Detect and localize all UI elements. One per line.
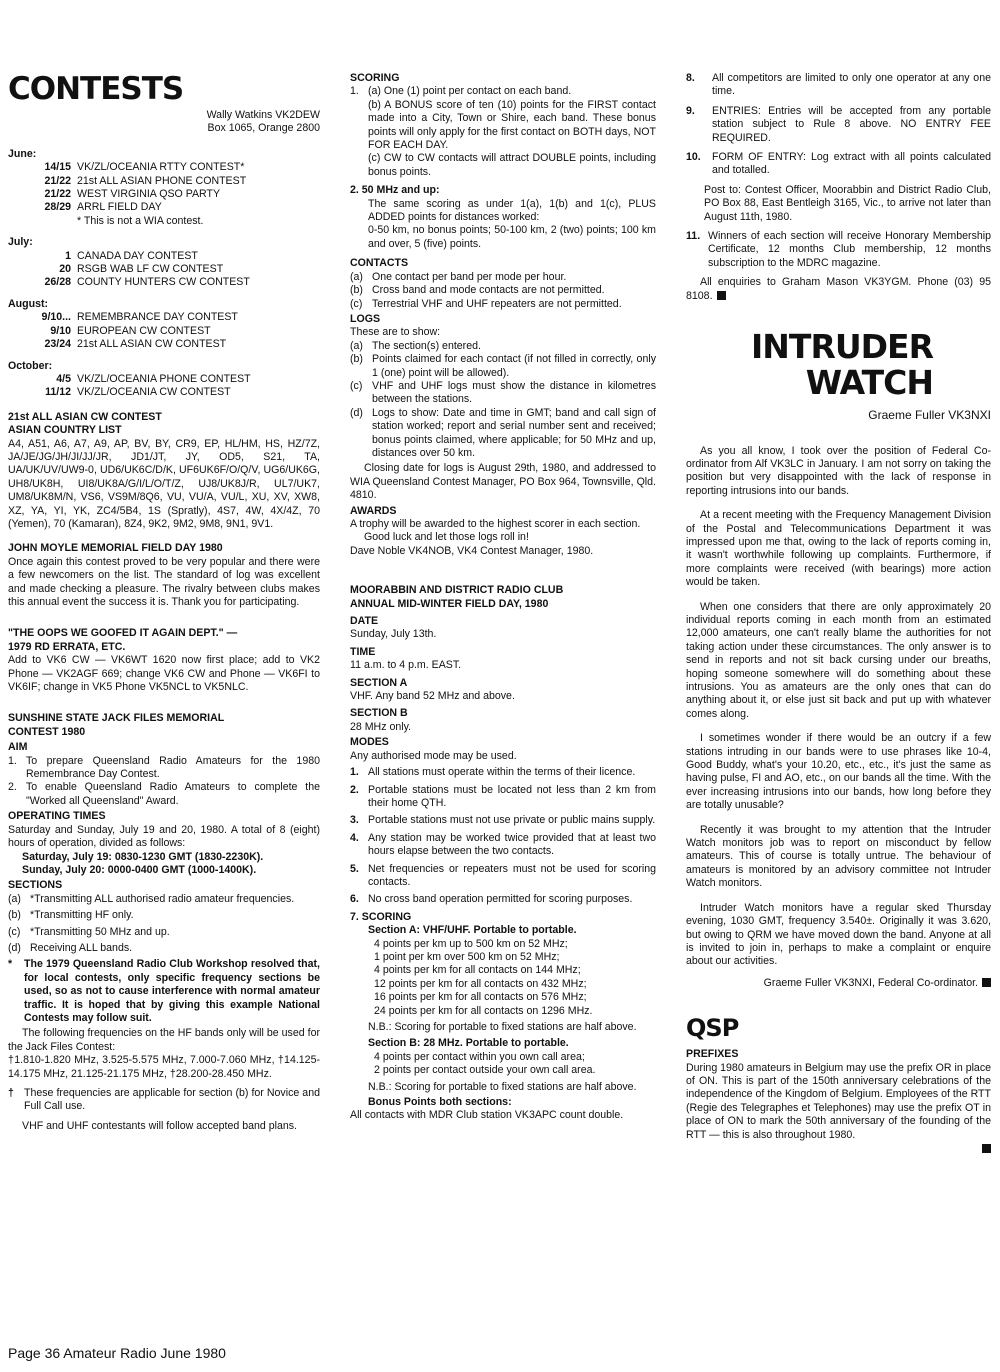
schedule-row [8,263,320,276]
log-text: Logs to show: Date and time in GMT; band and call sign of station worked; report and serial number sent and received; bonus points claimed, where applicable; for 50 MHz and up, distances over 50 km. [372,406,656,459]
enquiries-text: All enquiries to Graham Mason VK3YGM. Phone (03) 95 8108. [686,276,991,302]
mhz50-text: The same scoring as under 1(a), 1(b) and 1(c), PLUS ADDED points for distances worked: [368,197,656,224]
rule-text: All stations must operate within the terms of their licence. [368,766,636,779]
section-b-score-line: 4 points per contact within you own call area; [374,1050,585,1063]
rule-text: No cross band operation permitted for scoring purposes. [368,893,633,906]
post-to: Post to: Contest Officer, Moorabbin and District Radio Club, PO Box 88, East Bentleigh 3165, Vic., to arrive not later than August 11th, 1980. [704,183,991,223]
rule-number: 9. [686,104,695,117]
section-b-heading: SECTION B [350,707,408,720]
contact-item [350,298,656,311]
schedule-event: VK/ZL/OCEANIA PHONE CONTEST [77,372,251,385]
contact-text: Terrestrial VHF and UHF repeaters are not permitted. [372,297,622,310]
intruder-paragraph: Intruder Watch monitors have a regular sked Thursday evening, 1030 GMT, frequency 3.540±. Originally it was 3.620, but owing to QRM we have moved down the band. Anyone at all is invited to join in, perhaps to make a complaint or enquire about our activities. [686,901,991,968]
contacts-list [350,271,656,311]
schedule-row [8,338,320,351]
rule-item [350,814,656,827]
schedule-date: 21/22 [44,188,71,201]
freq-note-text: These frequencies are applicable for section (b) for Novice and Full Call use. [24,1087,320,1113]
scoring-signoff: Dave Noble VK4NOB, VK4 Contest Manager, 1980. [350,544,594,557]
rule-item [686,72,991,99]
contact-text: Cross band and mode contacts are not permitted. [372,284,605,297]
section-number: (b) [8,909,21,922]
vhf-note: VHF and UHF contestants will follow accepted band plans. [22,1119,297,1132]
scoring-text: (c) CW to CW contacts will attract DOUBLE points, including bonus points. [368,152,656,178]
aim-number: 1. [8,754,17,767]
contact-number: (c) [350,297,363,310]
rule-item [686,151,991,178]
intruder-body [686,445,991,969]
mhz50-text2: 0-50 km, no bonus points; 50-100 km, 2 (two) points; 100 km and over, 5 (five) points. [368,224,656,250]
schedule-event: * This is not a WIA contest. [77,214,204,227]
rules-list [350,766,656,907]
sections-list [8,893,320,956]
asian-country-list: A4, A51, A6, A7, A9, AP, BV, BY, CR9, EP, HL/HM, HS, HZ/7Z, JA/JE/JG/JH/JI/JJ/JR, JD1/JT, JY, OD5, S21, TA, UA/UK/UV/UW9-0, UD6/UK6C/D/K, UF6UK6F/O/Q/V, UG6/UK6G, UH8/UK8H, UI8/UK8A/G/I/L/O/T/Z, UJ8/UK8J/R, UL7/UK7, UM8/UK8M/N, VS6, VS9M/8Q6, VU, VU/A, VU/L, XU, XV, XW8, XZ, YA, YI, YK, ZC4/5B4, 1S (Spratly), 4S7, 4W, 4X/4Z, 70 (Yemen), 70 (Kamaran), 8Z4, 9K2, 9M2, 9M8, 9N1, 9V1. [8,437,320,530]
schedule-date: 11/12 [45,386,71,399]
contest-schedule [8,148,320,400]
intruder-byline: Graeme Fuller VK3NXI [868,408,991,423]
section-a-scores [368,938,656,1018]
modes-text: Any authorised mode may be used. [350,749,517,762]
contact-number: (a) [350,270,363,283]
section-item [8,926,320,939]
intruder-signoff-text: Graeme Fuller VK3NXI, Federal Co-ordinator. [763,976,978,989]
section-b-score-heading: Section B: 28 MHz. Portable to portable. [368,1037,569,1050]
log-item [350,380,656,407]
qsp-text: During 1980 amateurs in Belgium may use the prefix OR in place of ON. This is part of the 150th anniversary celebrations of the independence of the Kingdom of Belgium. Employees of the RTT (Regie des Telegraphes et Telephones) may use the prefix OT in place of ON to mark the 50th anniversary of the founding of the RTT — this is also throughout 1980. [686,1061,992,1141]
contact-number: (b) [350,284,363,297]
nb2: N.B.: Scoring for portable to fixed stations are half above. [368,1080,637,1093]
section-a-score-line: 4 points per km up to 500 km on 52 MHz; [374,937,568,950]
schedule-row [8,161,320,174]
rule-item [686,105,991,145]
scoring-text: (a) One (1) point per contact on each band. [368,85,572,98]
rule-text: Portable stations must be located not less than 2 km from their home QTH. [368,783,656,809]
schedule-month: July: [8,236,33,249]
rule-item [350,784,656,811]
aim-number: 2. [8,781,17,794]
schedule-row [8,325,320,338]
contact-text: One contact per band per mode per hour. [372,270,567,283]
scoring-text: (b) A BONUS score of ten (10) points for the FIRST contact made into a City, Town or Shire, each band. These bonus points will only apply for the first contact on BOTH days, NOT FOR EACH DAY. [368,98,656,152]
rule-number: 3. [350,814,359,827]
section-a-score-line: 12 points per km for all contacts on 432 MHz; [374,977,587,990]
column-right [686,0,991,1155]
schedule-date: 4/5 [56,372,71,385]
freq-intro: The following frequencies on the HF bands only will be used for the Jack Files Contest: [8,1027,320,1053]
operating-times-heading: OPERATING TIMES [8,810,106,823]
schedule-month: June: [8,147,37,160]
section-a-score-line: 24 points per km for all contacts on 1296 MHz. [374,1004,593,1017]
rule-text: ENTRIES: Entries will be accepted from any portable station subject to Rule 8 above. NO ENTRY FEE REQUIRED. [712,104,991,144]
workshop-text: The 1979 Queensland Radio Club Workshop resolved that, for local contests, only specific frequency sections be used, so as not to cause interference with normal amateur traffic. It is hoped that by giving this example National Contests may follow suit. [24,958,320,1024]
scoring-item [350,99,656,153]
schedule-event: VK/ZL/OCEANIA RTTY CONTEST* [77,161,245,174]
oops-heading-line1: "THE OOPS WE GOOFED IT AGAIN DEPT." — [8,627,238,640]
page-footer: Page 36 Amateur Radio June 1980 [8,1345,226,1361]
date-text: Sunday, July 13th. [350,628,437,641]
moorabbin-heading-line1: MOORABBIN AND DISTRICT RADIO CLUB [350,584,564,597]
section-b-score-line: 2 points per contact outside your own call area. [374,1064,596,1077]
section-item [8,893,320,906]
rule-text: FORM OF ENTRY: Log extract with all points calculated and totalled. [712,151,991,177]
section-b-text: 28 MHz only. [350,720,412,733]
log-number: (c) [350,379,363,392]
asian-contest-heading: 21st ALL ASIAN CW CONTEST [8,410,162,423]
rule-item [350,766,656,779]
date-heading: DATE [350,615,379,628]
schedule-event: REMEMBRANCE DAY CONTEST [77,311,238,324]
scoring-item [350,152,656,179]
intruder-paragraph: As you all know, I took over the position of Federal Co-ordinator from Alf VK3LC in January. I am not sorry on taking the position but very disappointed with the lack of response in reporting intrusions into our bands. [686,444,991,497]
rule-number: 5. [350,862,359,875]
log-item [350,353,656,380]
closing-date: Closing date for logs is August 29th, 1980, and addressed to WIA Queensland Contest Manager, PO Box 964, Townsville, Qld. 4810. [350,462,656,502]
scoring-item [350,85,656,98]
operating-sunday: Sunday, July 20: 0000-0400 GMT (1000-1400K). [22,863,257,876]
schedule-event: WEST VIRGINIA QSO PARTY [77,188,221,201]
prefixes-heading: PREFIXES [686,1048,739,1061]
log-item [350,340,656,353]
mhz50-heading: 2. 50 MHz and up: [350,184,440,197]
schedule-date: 9/10... [41,311,71,324]
end-mark [717,291,726,300]
section-number: (a) [8,892,21,905]
schedule-row [8,386,320,399]
schedule-event: ARRL FIELD DAY [77,201,162,214]
rule-item [350,832,656,859]
schedule-date: 1 [65,249,71,262]
schedule-month: October: [8,359,53,372]
moyle-heading: JOHN MOYLE MEMORIAL FIELD DAY 1980 [8,542,223,555]
moorabbin-heading-line2: ANNUAL MID-WINTER FIELD DAY, 1980 [350,597,549,610]
intruder-signoff [686,977,991,990]
schedule-date: 23/24 [44,338,71,351]
contact-item [350,284,656,297]
schedule-row [8,276,320,289]
byline-address: Box 1065, Orange 2800 [207,122,320,135]
logs-list [350,340,656,461]
schedule-month: August: [8,297,49,310]
schedule-event: COUNTY HUNTERS CW CONTEST [77,276,250,289]
log-text: The section(s) entered. [372,339,481,352]
schedule-event: RSGB WAB LF CW CONTEST [77,263,224,276]
bonus-heading: Bonus Points both sections: [368,1096,512,1109]
section-item [8,942,320,955]
logs-heading: LOGS [350,312,381,325]
rule-number: 10. [686,151,701,164]
contests-title: CONTESTS [8,71,184,107]
contacts-heading: CONTACTS [350,257,409,270]
modes-heading: MODES [350,736,389,749]
awards-heading: AWARDS [350,504,397,517]
section-number: (d) [8,941,21,954]
aim-heading: AIM [8,741,28,754]
rule-11: 11. Winners of each section will receive Honorary Membership Certificate, 12 months Club membership, 12 months subscription to the MDRC magazine. [686,230,991,269]
schedule-event: CANADA DAY CONTEST [77,249,198,262]
column-middle [350,0,656,1123]
operating-times-text: Saturday and Sunday, July 19 and 20, 1980. A total of 8 (eight) hours of operation, divided as follows: [8,823,320,850]
schedule-date: 14/15 [44,161,71,174]
aim-item [8,781,320,808]
enquiries [686,276,991,303]
freq-list: †1.810-1.820 MHz, 3.525-5.575 MHz, 7.000-7.060 MHz, †14.125-14.175 MHz, 21.125-21.175 MHz, †28.200-28.450 MHz. [8,1054,320,1080]
schedule-date: 9/10 [50,324,71,337]
schedule-row [8,250,320,263]
log-number: (b) [350,353,363,366]
qsp-title: QSP [686,1014,739,1043]
aim-text: To prepare Queensland Radio Amateurs for the 1980 Remembrance Day Contest. [26,754,320,781]
rule-number: 2. [350,783,359,796]
asian-list-heading: ASIAN COUNTRY LIST [8,424,122,437]
section-a-text: VHF. Any band 52 MHz and above. [350,690,515,703]
schedule-row [8,175,320,188]
rules-list-continued [686,72,991,178]
schedule-row [8,188,320,201]
workshop-note: * The 1979 Queensland Radio Club Workshop resolved that, for local contests, only specific frequency sections be used, so as not to cause interference with normal amateur traffic. It is hoped that by giving this example National Contests may follow suit. [8,958,320,1024]
section-a-score-heading: Section A: VHF/UHF. Portable to portable. [368,924,577,937]
schedule-event: 21st ALL ASIAN CW CONTEST [77,338,227,351]
logs-intro: These are to show: [350,326,441,339]
rule-item [350,863,656,890]
section-b-scores [368,1051,656,1078]
section-a-heading: SECTION A [350,676,408,689]
log-number: (d) [350,406,363,419]
rule-11-text: Winners of each section will receive Honorary Membership Certificate, 12 months Club membership, 12 months subscription to the MDRC magazine. [708,230,991,269]
section-item [8,909,320,922]
section-text: *Transmitting ALL authorised radio amateur frequencies. [30,892,295,905]
aim-list [8,755,320,809]
oops-heading-line2: 1979 RD ERRATA, ETC. [8,640,126,653]
schedule-event: VK/ZL/OCEANIA CW CONTEST [77,386,231,399]
schedule-row [8,373,320,386]
log-text: VHF and UHF logs must show the distance in kilometres between the stations. [372,379,656,406]
log-number: (a) [350,339,363,352]
byline [8,109,320,136]
sunshine-heading-line2: CONTEST 1980 [8,725,86,738]
scoring-number [350,99,368,153]
time-text: 11 a.m. to 4 p.m. EAST. [350,659,462,672]
rule7-heading: 7. SCORING [350,910,412,923]
section-a-score-line: 16 points per km for all contacts on 576 MHz; [374,991,587,1004]
rule-number: 4. [350,831,359,844]
schedule-date: 21/22 [44,174,71,187]
schedule-date: 20 [59,263,71,276]
rule-text: Portable stations must not use private or public mains supply. [368,814,656,827]
schedule-row [8,215,320,228]
aim-item [8,755,320,782]
scoring-number [350,152,368,179]
schedule-date [8,215,77,228]
oops-text: Add to VK6 CW — VK6WT 1620 now first place; add to VK2 Phone — VK2AGF 669; change VK6 CW and Phone — VK6FI to VK6IF; change in VK5 Phone VK5NCL to VK5NLC. [8,654,320,694]
intruder-paragraph: When one considers that there are only approximately 20 individual reports coming in each month from an estimated 12,000 amateurs, one can't really blame the authorities for not taking action under these circumstances. The only answer is to send in reports and not sit back cursing under our breaths, hoping someone somewhere will do something about these intrusions. You as amateurs are the only ones that can do anything about it, or else just sit back and put up with whatever comes along. [686,600,991,720]
rule-number: 1. [350,766,359,779]
column-left [8,0,320,1133]
schedule-event: 21st ALL ASIAN PHONE CONTEST [77,174,247,187]
rule-text: All competitors are limited to only one operator at any one time. [712,72,991,98]
schedule-date: 26/28 [44,276,71,289]
sunshine-heading-line1: SUNSHINE STATE JACK FILES MEMORIAL [8,712,225,725]
byline-name: Wally Watkins VK2DEW [206,109,320,121]
end-mark [982,978,991,987]
scoring-heading: SCORING [350,72,400,84]
scoring-number: 1. [350,85,359,98]
section-number: (c) [8,925,21,938]
rule-text: Net frequencies or repeaters must not be used for scoring contacts. [368,862,656,888]
good-luck: Good luck and let those logs roll in! [364,531,529,544]
schedule-row [8,201,320,214]
intruder-paragraph: At a recent meeting with the Frequency Management Division of the Postal and Telecommunications Department it was impressed upon me that, owing to the lack of reports coming in, it wasn't worthwhile following up complaints. Furthermore, if more complaints were received (with bearings) more action would be taken. [686,509,991,589]
rule-item [350,893,656,906]
section-a-score-line: 1 point per km over 500 km on 52 MHz; [374,950,560,963]
intruder-paragraph: I sometimes wonder if there would be an outcry if a few stations intruding in our bands were to use phrases like 10-4, Good Buddy, what's your 10.20, etc., etc., it's just the same as having pulse, FI and AO, etc., on our bands all the time. With the ever increasing intrusions into our bands, how long before they are totally unusable? [686,732,991,812]
schedule-row [8,311,320,324]
intruder-paragraph: Recently it was brought to my attention that the Intruder Watch monitors job was to report on misconduct by fellow amateurs. This of course is totally untrue. The behaviour of amateurs is monitored by an advisory committee not Intruder Watch monitors. [686,823,991,890]
log-text: Points claimed for each contact (if not filled in correctly, only 1 (one) point will be allowed). [372,353,656,379]
bonus-text: All contacts with MDR Club station VK3APC count double. [350,1109,624,1122]
log-item [350,407,656,461]
moyle-text: Once again this contest proved to be very popular and there were a few newcomers on the list. The standard of log was excellent and made checking a pleasure. The rivalry between clubs makes this annual event the success it is. Thank you for participating. [8,555,320,608]
schedule-date: 28/29 [44,201,71,214]
awards-text: A trophy will be awarded to the highest scorer in each section. [350,518,641,530]
scoring-list [350,85,656,179]
rule-number: 6. [350,893,359,906]
intruder-title-line1: INTRUDER [751,327,933,367]
schedule-event: EUROPEAN CW CONTEST [77,324,211,337]
section-text: *Transmitting HF only. [30,909,134,922]
freq-note: † These frequencies are applicable for section (b) for Novice and Full Call use. [8,1087,320,1113]
sections-heading: SECTIONS [8,879,63,892]
contact-item [350,271,656,284]
intruder-title-line2: WATCH [805,363,933,403]
operating-saturday: Saturday, July 19: 0830-1230 GMT (1830-2230K). [22,850,264,863]
section-text: Receiving ALL bands. [30,941,133,954]
section-a-score-line: 4 points per km for all contacts on 144 MHz; [374,964,581,977]
end-mark [982,1144,991,1153]
aim-text: To enable Queensland Radio Amateurs to complete the "Worked all Queensland" Award. [26,781,320,807]
time-heading: TIME [350,645,376,658]
nb1: N.B.: Scoring for portable to fixed stations are half above. [368,1021,637,1033]
section-text: *Transmitting 50 MHz and up. [30,925,170,938]
rule-number: 8. [686,72,695,84]
rule-text: Any station may be worked twice provided that at least two hours elapse between the two contacts. [368,831,656,858]
